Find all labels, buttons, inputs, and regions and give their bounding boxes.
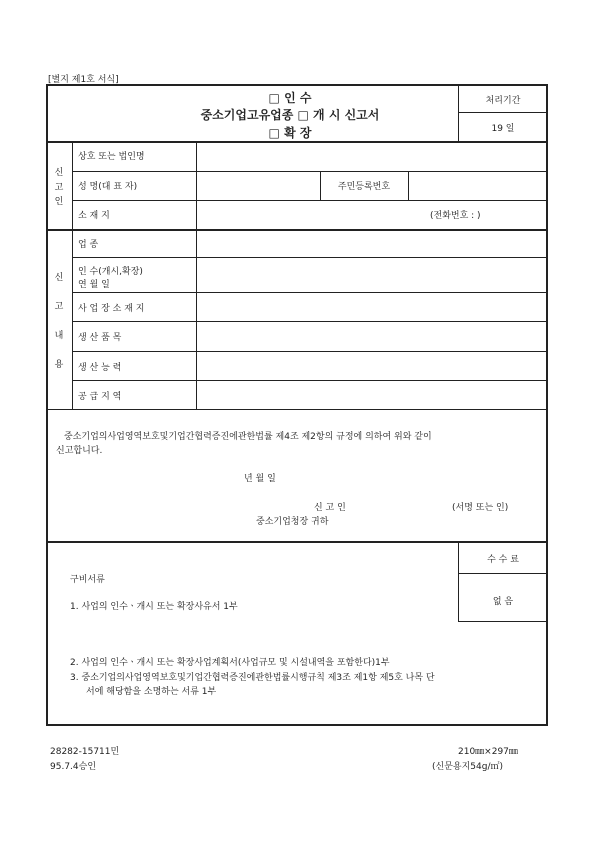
action-date-label-2: 연 월 일 xyxy=(78,280,110,290)
recipient: 중소기업청장 귀하 xyxy=(256,517,329,527)
row-rule xyxy=(72,321,548,322)
title-option-expand: □ 확 장 xyxy=(268,126,312,140)
fee-bottom-rule xyxy=(458,621,548,622)
documents-heading: 구비서류 xyxy=(70,575,105,585)
capacity-label: 생 산 능 력 xyxy=(78,363,122,373)
processing-period-value: 19 일 xyxy=(491,124,515,134)
phone-label: (전화번호 : ) xyxy=(430,211,481,221)
section-char: 용 xyxy=(54,360,64,370)
content-section-label xyxy=(46,270,72,370)
processing-divider xyxy=(458,112,548,113)
section-col-divider xyxy=(72,141,73,409)
document-item-3: 3. 중소기업의사업영역보호및기업간협력증진에관한법률시행규칙 제3조 제1항 제5호 나목 단 xyxy=(70,673,435,683)
section-char: 신 xyxy=(54,273,64,283)
declaration-date: 년 월 일 xyxy=(244,474,276,484)
row-rule xyxy=(72,292,548,293)
documents-top-rule xyxy=(46,541,548,543)
action-date-label-1: 인 수(개시,확장) xyxy=(78,267,143,277)
section-char: 신 xyxy=(54,168,64,178)
business-site-label: 사 업 장 소 재 지 xyxy=(78,304,145,314)
declaration-text-1: 중소기업의사업영역보호및기업간협력증진에관한법률 제4조 제2항의 규정에 의하여 위와 같이 xyxy=(64,432,432,442)
section-char: 인 xyxy=(54,197,64,207)
product-label: 생 산 품 목 xyxy=(78,333,122,343)
applicant-section-label xyxy=(46,165,72,207)
supply-area-label: 공 급 지 역 xyxy=(78,392,122,402)
form-title: 중소기업고유업종 □ 개 시 신고서 xyxy=(200,108,380,122)
header-bottom-rule xyxy=(46,141,548,143)
paper-type: (신문용지54g/㎡) xyxy=(432,762,503,772)
row-rule xyxy=(72,257,548,258)
section-rule xyxy=(46,229,548,231)
section-char: 고 xyxy=(54,302,64,312)
resident-id-label: 주민등록번호 xyxy=(337,182,391,192)
approval-date: 95.7.4승인 xyxy=(50,762,97,772)
cell-divider xyxy=(408,171,409,200)
section-rule xyxy=(46,409,548,410)
processing-period-label: 처리기간 xyxy=(485,96,521,106)
form-code: 28282-15711민 xyxy=(50,747,120,757)
section-char: 고 xyxy=(54,182,64,193)
business-name-label: 상호 또는 법인명 xyxy=(78,152,145,162)
fee-row-rule xyxy=(458,573,548,574)
address-label: 소 재 지 xyxy=(78,211,110,221)
row-rule xyxy=(72,380,548,381)
industry-label: 업 종 xyxy=(78,240,99,250)
row-rule xyxy=(72,171,548,172)
fee-value: 없 음 xyxy=(492,597,514,607)
fee-label: 수 수 료 xyxy=(487,555,519,565)
label-col-divider xyxy=(196,141,197,409)
row-rule xyxy=(72,351,548,352)
document-item-3-cont: 서에 해당함을 소명하는 서류 1부 xyxy=(86,687,217,697)
signature-label: (서명 또는 인) xyxy=(452,503,509,513)
document-item-1: 1. 사업의 인수ㆍ개시 또는 확장사유서 1부 xyxy=(70,602,238,612)
declaration-text-2: 신고합니다. xyxy=(56,446,103,456)
reporter-label: 신 고 인 xyxy=(314,503,346,513)
paper-size: 210㎜×297㎜ xyxy=(458,747,518,757)
representative-label: 성 명(대 표 자) xyxy=(78,182,138,192)
row-rule xyxy=(72,200,548,201)
document-item-2: 2. 사업의 인수ㆍ개시 또는 확장사업계획서(사업규모 및 시설내역을 포함한다)1부 xyxy=(70,658,390,668)
section-char: 내 xyxy=(54,331,64,341)
form-label: [별지 제1호 서식] xyxy=(48,75,119,85)
title-option-acquire: □ 인 수 xyxy=(268,91,312,105)
